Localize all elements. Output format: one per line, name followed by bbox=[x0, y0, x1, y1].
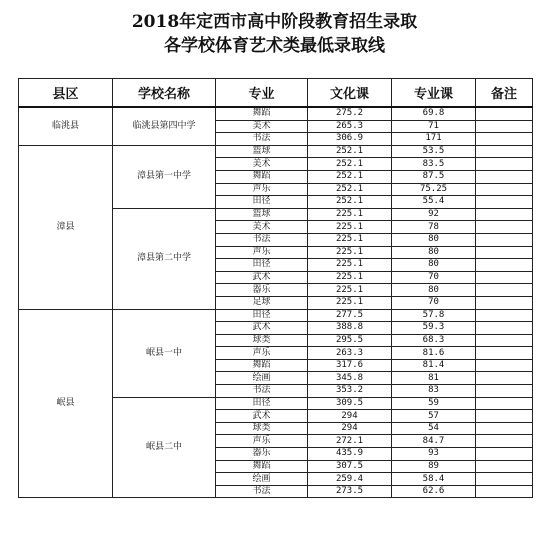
page-title-line2: 各学校体育艺术类最低录取线 bbox=[164, 36, 385, 56]
remarks-cell bbox=[476, 448, 533, 461]
culture-score-cell: 294 bbox=[308, 422, 392, 435]
culture-score-cell: 225.1 bbox=[308, 296, 392, 309]
major-score-cell: 62.6 bbox=[392, 485, 476, 498]
county-cell: 临洮县 bbox=[19, 107, 113, 145]
major-score-cell: 93 bbox=[392, 448, 476, 461]
culture-score-cell: 309.5 bbox=[308, 397, 392, 410]
remarks-cell bbox=[476, 158, 533, 171]
header-culture-score: 文化课 bbox=[308, 79, 392, 108]
remarks-cell bbox=[476, 284, 533, 297]
major-score-cell: 57 bbox=[392, 410, 476, 423]
culture-score-cell: 225.1 bbox=[308, 221, 392, 234]
table-body bbox=[19, 107, 533, 498]
major-cell: 田径 bbox=[216, 259, 308, 272]
major-cell: 美术 bbox=[216, 120, 308, 133]
major-score-cell: 54 bbox=[392, 422, 476, 435]
header-row bbox=[19, 79, 533, 108]
culture-score-cell: 277.5 bbox=[308, 309, 392, 322]
culture-score-cell: 252.1 bbox=[308, 145, 392, 158]
major-cell: 书法 bbox=[216, 133, 308, 146]
major-score-cell: 57.8 bbox=[392, 309, 476, 322]
remarks-cell bbox=[476, 296, 533, 309]
major-cell: 舞蹈 bbox=[216, 359, 308, 372]
major-score-cell: 81.6 bbox=[392, 347, 476, 360]
major-score-cell: 83 bbox=[392, 385, 476, 398]
culture-score-cell: 388.8 bbox=[308, 322, 392, 335]
remarks-cell bbox=[476, 221, 533, 234]
remarks-cell bbox=[476, 347, 533, 360]
major-score-cell: 92 bbox=[392, 208, 476, 221]
school-name-cell: 岷县一中 bbox=[113, 309, 216, 397]
remarks-cell bbox=[476, 435, 533, 448]
major-cell: 绘画 bbox=[216, 372, 308, 385]
major-score-cell: 69.8 bbox=[392, 107, 476, 120]
major-cell: 足球 bbox=[216, 296, 308, 309]
culture-score-cell: 435.9 bbox=[308, 448, 392, 461]
remarks-cell bbox=[476, 334, 533, 347]
remarks-cell bbox=[476, 183, 533, 196]
remarks-cell bbox=[476, 233, 533, 246]
culture-score-cell: 225.1 bbox=[308, 208, 392, 221]
remarks-cell bbox=[476, 385, 533, 398]
remarks-cell bbox=[476, 322, 533, 335]
major-score-cell: 71 bbox=[392, 120, 476, 133]
header-major-score: 专业课 bbox=[392, 79, 476, 108]
major-score-cell: 87.5 bbox=[392, 170, 476, 183]
major-score-cell: 75.25 bbox=[392, 183, 476, 196]
culture-score-cell: 252.1 bbox=[308, 158, 392, 171]
major-score-cell: 58.4 bbox=[392, 473, 476, 486]
culture-score-cell: 272.1 bbox=[308, 435, 392, 448]
major-cell: 声乐 bbox=[216, 347, 308, 360]
school-name-cell: 漳县第一中学 bbox=[113, 145, 216, 208]
table-row bbox=[19, 309, 533, 322]
culture-score-cell: 353.2 bbox=[308, 385, 392, 398]
culture-score-cell: 225.1 bbox=[308, 246, 392, 259]
major-cell: 舞蹈 bbox=[216, 170, 308, 183]
major-score-cell: 53.5 bbox=[392, 145, 476, 158]
major-score-cell: 171 bbox=[392, 133, 476, 146]
county-cell: 岷县 bbox=[19, 309, 113, 498]
remarks-cell bbox=[476, 410, 533, 423]
major-cell: 书法 bbox=[216, 233, 308, 246]
major-score-cell: 70 bbox=[392, 296, 476, 309]
major-cell: 舞蹈 bbox=[216, 460, 308, 473]
remarks-cell bbox=[476, 422, 533, 435]
admission-table bbox=[18, 78, 533, 498]
remarks-cell bbox=[476, 259, 533, 272]
remarks-cell bbox=[476, 473, 533, 486]
remarks-cell bbox=[476, 372, 533, 385]
culture-score-cell: 307.5 bbox=[308, 460, 392, 473]
culture-score-cell: 317.6 bbox=[308, 359, 392, 372]
header-remarks: 备注 bbox=[476, 79, 533, 108]
major-score-cell: 80 bbox=[392, 233, 476, 246]
major-cell: 篮球 bbox=[216, 145, 308, 158]
page-title-line1: 2018年定西市高中阶段教育招生录取 bbox=[131, 12, 418, 32]
remarks-cell bbox=[476, 133, 533, 146]
remarks-cell bbox=[476, 170, 533, 183]
culture-score-cell: 225.1 bbox=[308, 259, 392, 272]
major-cell: 田径 bbox=[216, 196, 308, 209]
remarks-cell bbox=[476, 397, 533, 410]
school-name-cell: 岷县二中 bbox=[113, 397, 216, 498]
county-cell: 漳县 bbox=[19, 145, 113, 309]
major-cell: 声乐 bbox=[216, 246, 308, 259]
header-school: 学校名称 bbox=[113, 79, 216, 108]
remarks-cell bbox=[476, 485, 533, 498]
major-score-cell: 81.4 bbox=[392, 359, 476, 372]
major-cell: 篮球 bbox=[216, 208, 308, 221]
remarks-cell bbox=[476, 145, 533, 158]
major-cell: 田径 bbox=[216, 397, 308, 410]
major-cell: 声乐 bbox=[216, 183, 308, 196]
table-row bbox=[19, 107, 533, 120]
culture-score-cell: 259.4 bbox=[308, 473, 392, 486]
table-row bbox=[19, 145, 533, 158]
major-cell: 舞蹈 bbox=[216, 107, 308, 120]
remarks-cell bbox=[476, 208, 533, 221]
major-cell: 书法 bbox=[216, 485, 308, 498]
culture-score-cell: 345.8 bbox=[308, 372, 392, 385]
culture-score-cell: 306.9 bbox=[308, 133, 392, 146]
major-score-cell: 80 bbox=[392, 246, 476, 259]
culture-score-cell: 273.5 bbox=[308, 485, 392, 498]
major-score-cell: 84.7 bbox=[392, 435, 476, 448]
culture-score-cell: 252.1 bbox=[308, 183, 392, 196]
culture-score-cell: 252.1 bbox=[308, 170, 392, 183]
school-name-cell: 漳县第二中学 bbox=[113, 208, 216, 309]
remarks-cell bbox=[476, 309, 533, 322]
major-cell: 武术 bbox=[216, 271, 308, 284]
major-cell: 器乐 bbox=[216, 448, 308, 461]
major-cell: 武术 bbox=[216, 410, 308, 423]
major-score-cell: 70 bbox=[392, 271, 476, 284]
culture-score-cell: 295.5 bbox=[308, 334, 392, 347]
major-cell: 声乐 bbox=[216, 435, 308, 448]
major-score-cell: 59.3 bbox=[392, 322, 476, 335]
remarks-cell bbox=[476, 246, 533, 259]
major-cell: 武术 bbox=[216, 322, 308, 335]
culture-score-cell: 225.1 bbox=[308, 271, 392, 284]
major-cell: 绘画 bbox=[216, 473, 308, 486]
header-major: 专业 bbox=[216, 79, 308, 108]
culture-score-cell: 275.2 bbox=[308, 107, 392, 120]
culture-score-cell: 225.1 bbox=[308, 233, 392, 246]
major-score-cell: 81 bbox=[392, 372, 476, 385]
culture-score-cell: 263.3 bbox=[308, 347, 392, 360]
major-cell: 书法 bbox=[216, 385, 308, 398]
major-cell: 田径 bbox=[216, 309, 308, 322]
major-cell: 美术 bbox=[216, 221, 308, 234]
remarks-cell bbox=[476, 271, 533, 284]
major-score-cell: 83.5 bbox=[392, 158, 476, 171]
major-score-cell: 68.3 bbox=[392, 334, 476, 347]
major-cell: 器乐 bbox=[216, 284, 308, 297]
header-county: 县区 bbox=[19, 79, 113, 108]
remarks-cell bbox=[476, 196, 533, 209]
culture-score-cell: 294 bbox=[308, 410, 392, 423]
major-score-cell: 78 bbox=[392, 221, 476, 234]
remarks-cell bbox=[476, 460, 533, 473]
major-cell: 球类 bbox=[216, 334, 308, 347]
major-cell: 美术 bbox=[216, 158, 308, 171]
culture-score-cell: 252.1 bbox=[308, 196, 392, 209]
major-score-cell: 59 bbox=[392, 397, 476, 410]
major-score-cell: 80 bbox=[392, 259, 476, 272]
culture-score-cell: 225.1 bbox=[308, 284, 392, 297]
remarks-cell bbox=[476, 107, 533, 120]
major-score-cell: 89 bbox=[392, 460, 476, 473]
culture-score-cell: 265.3 bbox=[308, 120, 392, 133]
remarks-cell bbox=[476, 359, 533, 372]
remarks-cell bbox=[476, 120, 533, 133]
major-cell: 球类 bbox=[216, 422, 308, 435]
school-name-cell: 临洮县第四中学 bbox=[113, 107, 216, 145]
major-score-cell: 55.4 bbox=[392, 196, 476, 209]
major-score-cell: 80 bbox=[392, 284, 476, 297]
